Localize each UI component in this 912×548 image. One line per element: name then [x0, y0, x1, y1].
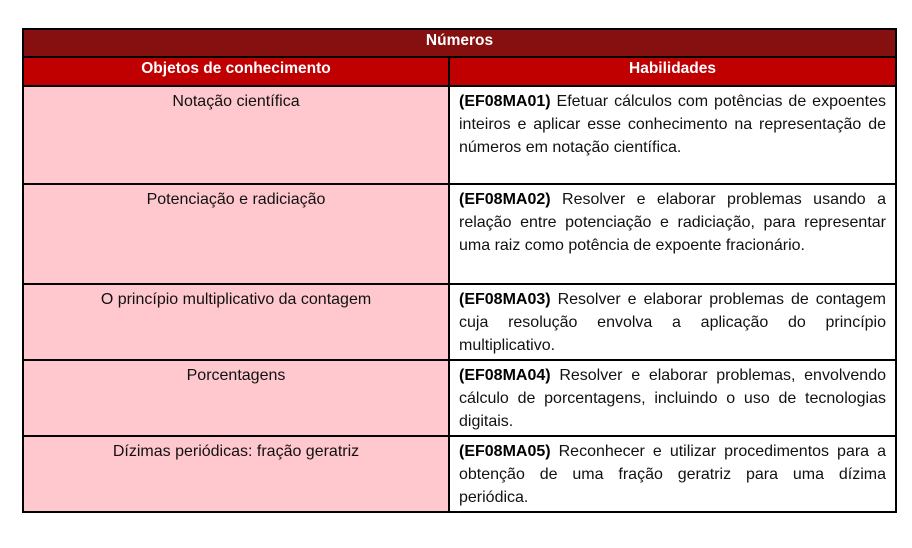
- bncc-skills-table: [22, 28, 897, 513]
- column-header-objetos: Objetos de conhecimento: [23, 57, 449, 86]
- objeto-cell: Potenciação e radiciação: [23, 184, 449, 284]
- habilidade-text: Reconhecer e utilizar procedimentos para a obtenção de uma fração geratriz para uma dízima periódica.: [459, 443, 886, 506]
- habilidade-text: Resolver e elaborar problemas, envolvendo cálculo de porcentagens, incluindo o uso de tecnologias digitais.: [459, 367, 886, 430]
- habilidade-cell: [449, 184, 896, 284]
- table-row: [23, 284, 896, 360]
- table-row: [23, 436, 896, 512]
- objeto-cell: Porcentagens: [23, 360, 449, 436]
- habilidade-cell: [449, 284, 896, 360]
- habilidade-code: (EF08MA04): [459, 367, 551, 384]
- objeto-cell: O princípio multiplicativo da contagem: [23, 284, 449, 360]
- habilidade-text: Resolver e elaborar problemas usando a relação entre potenciação e radiciação, para representar uma raiz como potência de expoente fracionário.: [459, 191, 886, 254]
- table-row: [23, 86, 896, 184]
- habilidade-code: (EF08MA02): [459, 191, 551, 208]
- habilidade-code: (EF08MA03): [459, 291, 551, 308]
- habilidade-text: Efetuar cálculos com potências de expoentes inteiros e aplicar esse conhecimento na representação de números em notação científica.: [459, 93, 886, 156]
- objeto-cell: Dízimas periódicas: fração geratriz: [23, 436, 449, 512]
- habilidade-cell: [449, 360, 896, 436]
- habilidade-code: (EF08MA01): [459, 93, 551, 110]
- habilidade-cell: [449, 436, 896, 512]
- habilidade-cell: [449, 86, 896, 184]
- table-row: [23, 184, 896, 284]
- column-header-habilidades: Habilidades: [449, 57, 896, 86]
- table-title-row: [23, 29, 896, 57]
- table-row: [23, 360, 896, 436]
- habilidade-text: Resolver e elaborar problemas de contagem cuja resolução envolva a aplicação do princípio multiplicativo.: [459, 291, 886, 354]
- objeto-cell: Notação científica: [23, 86, 449, 184]
- table-header-row: [23, 57, 896, 86]
- table-title: Números: [23, 29, 896, 57]
- habilidade-code: (EF08MA05): [459, 443, 551, 460]
